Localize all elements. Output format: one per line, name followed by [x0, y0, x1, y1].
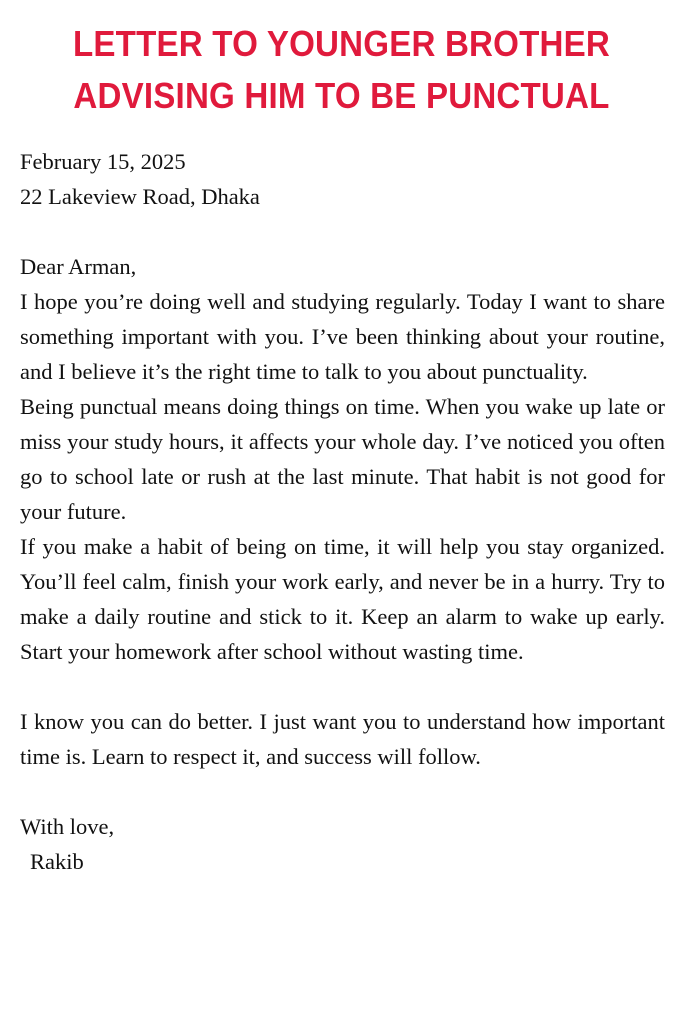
letter-salutation: Dear Arman,: [20, 254, 137, 279]
letter-signature: Rakib: [30, 849, 84, 874]
letter-paragraph-4: I know you can do better. I just want you to understand how important time is. Learn to respect it, and success will follow.: [20, 709, 665, 769]
letter-body: [0, 144, 683, 879]
page-title-line-2: ADVISING HIM TO BE PUNCTUAL: [73, 75, 610, 116]
letter-date: February 15, 2025: [20, 149, 186, 174]
letter-paragraph-1: I hope you’re doing well and studying regularly. Today I want to share something important with you. I’ve been thinking about your routine, and I believe it’s the right time to talk to you about punctuality.: [20, 289, 665, 384]
letter-valediction: With love,: [20, 814, 115, 839]
spacer-before-closing: [20, 774, 665, 809]
spacer-before-paragraph-4: [20, 669, 665, 704]
letter-paragraph-2: Being punctual means doing things on time. When you wake up late or miss your study hours, it affects your whole day. I’ve noticed you often go to school late or rush at the last minute. That habit is not good for your future.: [20, 394, 665, 524]
letter-paragraph-3: If you make a habit of being on time, it will help you stay organized. You’ll feel calm, finish your work early, and never be in a hurry. Try to make a daily routine and stick to it. Keep an alarm to wake up early. Start your homework after school without wasting time.: [20, 534, 665, 664]
spacer-before-salutation: [20, 214, 665, 249]
page-title-line-1: LETTER TO YOUNGER BROTHER: [72, 23, 611, 64]
page-title: [27, 0, 655, 122]
letter-address: 22 Lakeview Road, Dhaka: [20, 184, 260, 209]
